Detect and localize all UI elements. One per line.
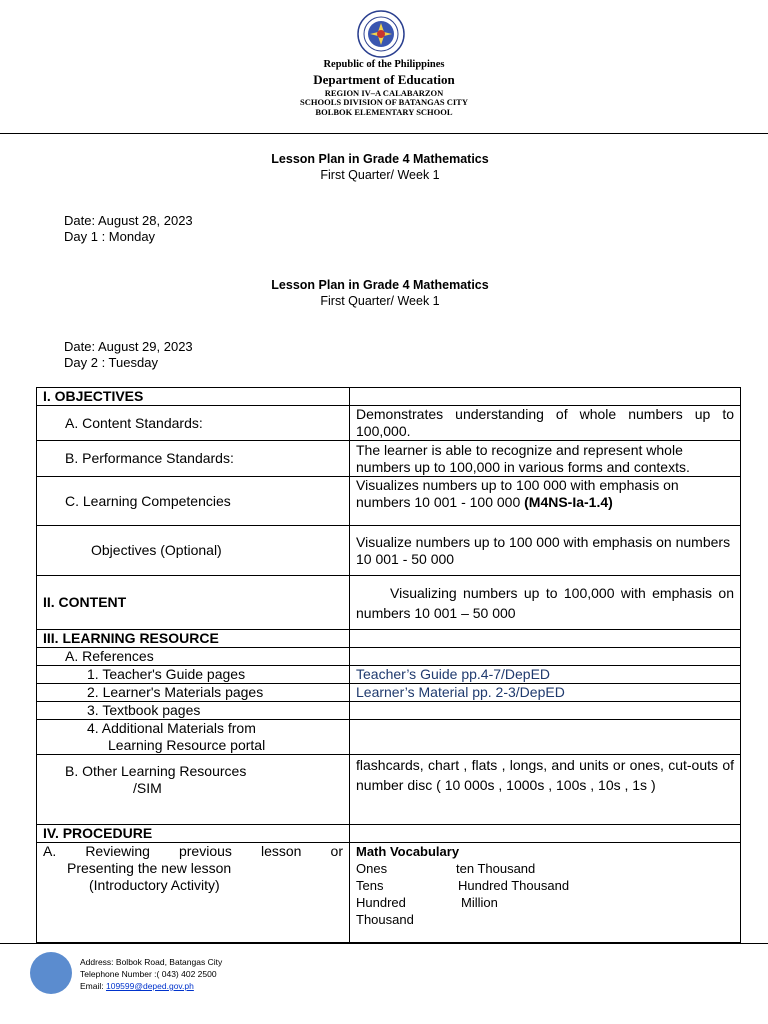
plan-1-subtitle: First Quarter/ Week 1 [320, 168, 440, 182]
plan-2-subtitle: First Quarter/ Week 1 [320, 294, 440, 308]
table-row [37, 755, 741, 825]
table-row [37, 666, 741, 684]
table-row [37, 648, 741, 666]
textbook-pages-label: 3. Textbook pages [37, 702, 350, 720]
footer-logo-icon [30, 952, 72, 994]
email-link[interactable]: 109599@deped.gov.ph [105, 981, 194, 991]
plan-1-day: Day 1 : Monday [64, 229, 156, 244]
learning-competencies-value: Visualizes numbers up to 100 000 with emphasis on numbers 10 001 - 100 000 [356, 477, 679, 510]
division-line: SCHOOLS DIVISION OF BATANGAS CITY [300, 97, 468, 107]
teachers-guide-value: Teacher’s Guide pp.4-7/DepED [350, 666, 741, 684]
region-line: REGION IV–A CALABARZON [324, 88, 444, 98]
other-resources-value: flashcards, chart , flats , longs, and units or ones, cut-outs of number disc ( 10 000s , 1000s , 100s , 10s , 1s ) [350, 755, 741, 825]
list-item: Thousand [356, 912, 414, 927]
deped-seal-icon [357, 10, 405, 58]
objectives-optional-value: Visualize numbers up to 100 000 with emphasis on numbers 10 001 - 50 000 [350, 526, 741, 576]
school-line: BOLBOK ELEMENTARY SCHOOL [315, 107, 453, 117]
additional-materials-label: 4. Additional Materials from [87, 720, 256, 736]
plan-2-title: Lesson Plan in Grade 4 Mathematics [271, 278, 489, 292]
table-row [37, 702, 741, 720]
plan-2-date: Date: August 29, 2023 [64, 339, 193, 354]
content-value: Visualizing numbers up to 100,000 with emphasis on numbers 10 001 – 50 000 [350, 576, 741, 630]
learning-resource-portal-label: Learning Resource portal [108, 737, 266, 753]
math-vocabulary-list [356, 860, 734, 928]
teachers-guide-label: 1. Teacher's Guide pages [37, 666, 350, 684]
introductory-activity-label: (Introductory Activity) [89, 877, 220, 893]
list-item: Tens Hundred Thousand [356, 878, 570, 893]
plan-1-date: Date: August 28, 2023 [64, 213, 193, 228]
present-lesson-label: Presenting the new lesson [67, 860, 232, 876]
list-item: Hundred Million [356, 895, 498, 910]
review-label: A. Reviewing previous lesson or [43, 843, 343, 859]
performance-standards-value: The learner is able to recognize and represent whole numbers up to 100,000 in various forms and contexts. [350, 441, 741, 477]
content-standards-label: A. Content Standards: [37, 406, 350, 441]
table-row [37, 526, 741, 576]
objectives-optional-label: Objectives (Optional) [37, 526, 350, 576]
objectives-heading: I. OBJECTIVES [37, 388, 350, 406]
plan-1-title: Lesson Plan in Grade 4 Mathematics [271, 152, 489, 166]
content-heading: II. CONTENT [37, 576, 350, 630]
procedure-heading: IV. PROCEDURE [37, 825, 350, 843]
list-item: Ones ten Thousand [356, 861, 536, 876]
footer-email-line: Email: 109599@deped.gov.ph [80, 981, 194, 991]
other-resources-label: B. Other Learning Resources [65, 763, 247, 779]
table-row [37, 843, 741, 943]
learners-materials-label: 2. Learner's Materials pages [37, 684, 350, 702]
department-name: Department of Education [313, 72, 455, 87]
content-standards-value: Demonstrates understanding of whole numbers up to 100,000. [350, 406, 741, 441]
performance-standards-label: B. Performance Standards: [37, 441, 350, 477]
table-row [37, 576, 741, 630]
learners-materials-value: Learner’s Material pp. 2-3/DepED [350, 684, 741, 702]
table-row [37, 630, 741, 648]
references-label: A. References [37, 648, 350, 666]
footer-address: Address: Bolbok Road, Batangas City [80, 957, 223, 967]
competency-code: (M4NS-Ia-1.4) [524, 494, 613, 510]
footer-divider [0, 943, 768, 944]
math-vocabulary-title: Math Vocabulary [356, 844, 460, 859]
header-divider [0, 133, 768, 134]
learning-resource-heading: III. LEARNING RESOURCE [37, 630, 350, 648]
table-row [37, 388, 741, 406]
learning-competencies-label: C. Learning Competencies [37, 477, 350, 526]
table-row [37, 441, 741, 477]
footer-phone: Telephone Number :( 043) 402 2500 [80, 969, 217, 979]
plan-2-day: Day 2 : Tuesday [64, 355, 158, 370]
table-row [37, 825, 741, 843]
sim-label: /SIM [133, 780, 162, 796]
table-row [37, 684, 741, 702]
table-row [37, 477, 741, 526]
table-row [37, 406, 741, 441]
lesson-plan-table [36, 387, 741, 943]
republic-line: Republic of the Philippines [323, 59, 445, 70]
table-row [37, 720, 741, 755]
